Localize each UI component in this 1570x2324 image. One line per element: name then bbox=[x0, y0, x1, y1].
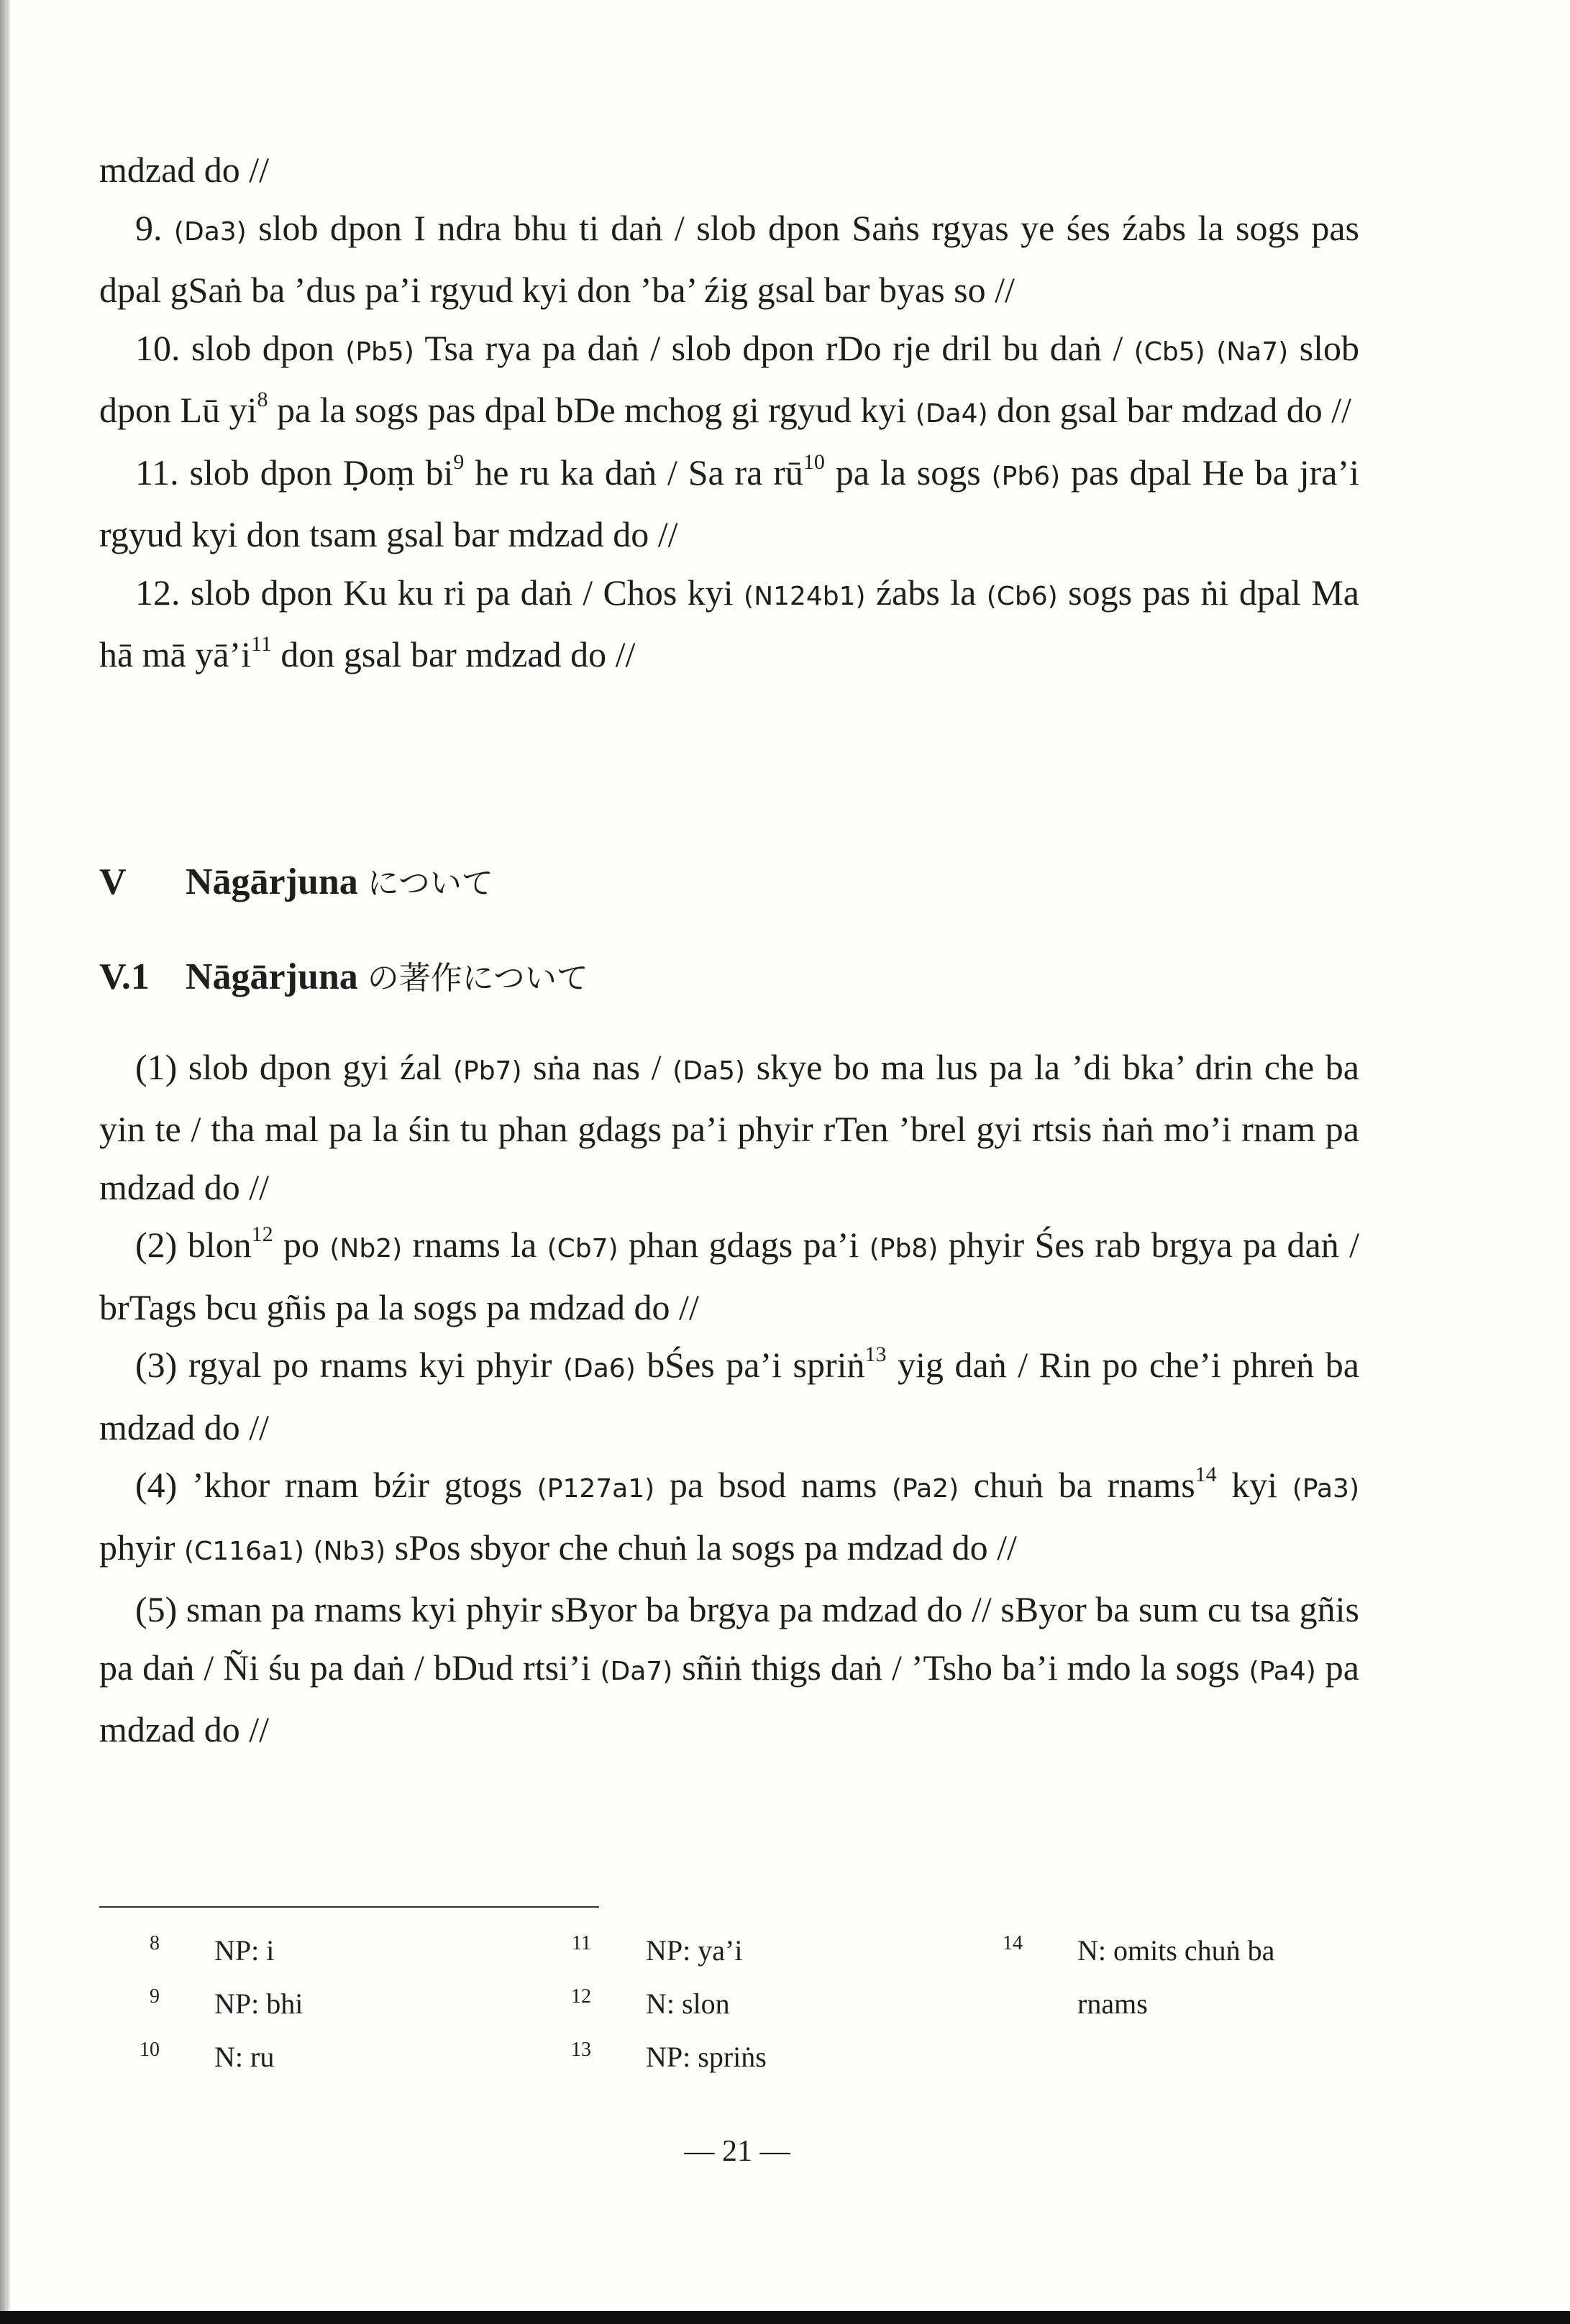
section-title-roman: Nāgārjuna bbox=[186, 861, 358, 902]
footnote-column bbox=[99, 1924, 502, 2084]
siglum: (Cb7) bbox=[547, 1234, 619, 1263]
subsection-heading bbox=[99, 948, 1359, 1008]
siglum: (Da7) bbox=[600, 1656, 673, 1686]
footnote-rule bbox=[99, 1906, 599, 1908]
footnote-ref: 12 bbox=[251, 1222, 273, 1246]
text-segment: skye bo ma lus pa la ’di bka’ drin che ba yin te / tha mal pa la śin tu phan gdags pa’i phyir rTen ’brel gyi rtsis ṅaṅ mo’i rnam pa mdzad do // bbox=[99, 1046, 1359, 1207]
text-segment: blon bbox=[177, 1225, 252, 1265]
text-segment: pa la sogs pas dpal bDe mchog gi rgyud kyi bbox=[268, 390, 916, 430]
text-segment: sṅa nas / bbox=[521, 1046, 673, 1087]
item-number: 12. bbox=[135, 572, 181, 613]
footnote-text: rnams bbox=[1077, 1987, 1148, 2020]
text-segment: ’khor rnam bźir gtogs bbox=[177, 1465, 537, 1505]
text-segment: phyir Śes rab brgya pa daṅ / brTags bcu gñis pa la sogs pa mdzad do // bbox=[99, 1225, 1360, 1327]
line-mdzad: mdzad do // bbox=[99, 150, 270, 190]
page-number: — 21 — bbox=[684, 2135, 790, 2168]
text-segment: kyi bbox=[1216, 1465, 1292, 1505]
text-segment: sPos sbyor che chuṅ la sogs pa mdzad do // bbox=[385, 1527, 1017, 1568]
footnote-11: 11 NP: ya’i bbox=[531, 1924, 934, 1977]
text-segment: yig daṅ / Rin po che’i phreṅ ba mdzad do // bbox=[99, 1345, 1359, 1447]
text-segment: pa mdzad do // bbox=[99, 1647, 1359, 1749]
main-text bbox=[99, 141, 1359, 1759]
text-segment bbox=[304, 1527, 314, 1568]
siglum: (Da6) bbox=[562, 1354, 636, 1383]
text-segment: bŚes pa’i spriṅ bbox=[635, 1345, 865, 1385]
item-number: 11. bbox=[135, 452, 179, 493]
text-segment: slob dpon Ḍoṃ bi bbox=[178, 452, 454, 493]
siglum: (N124b1) bbox=[744, 581, 866, 611]
section-number: V bbox=[99, 861, 127, 902]
footnote-ref: 14 bbox=[1195, 1463, 1217, 1486]
heading-gap bbox=[99, 912, 1359, 948]
text-segment: phan gdags pa’i bbox=[618, 1225, 870, 1265]
paragraph-12 bbox=[99, 564, 1359, 684]
footnote-text: N: slon bbox=[646, 1987, 730, 2020]
subsection-number: V.1 bbox=[99, 956, 150, 997]
footnote-14: 14 N: omits chuṅ ba bbox=[962, 1924, 1365, 1977]
item-number: (5) bbox=[135, 1589, 178, 1629]
text-segment: slob dpon I ndra bhu ti daṅ / slob dpon Saṅs rgyas ye śes źabs la sogs pas dpal gSaṅ ba ’dus pa’i rgyud kyi don ’ba’ źig gsal bar byas so // bbox=[99, 207, 1359, 310]
text-segment: don gsal bar mdzad do // bbox=[271, 634, 636, 674]
text-segment: po bbox=[273, 1225, 330, 1265]
siglum: (Cb6) bbox=[986, 581, 1058, 611]
siglum: (Da5) bbox=[672, 1056, 745, 1086]
footnote-text: N: omits chuṅ ba bbox=[1077, 1934, 1275, 1967]
paragraph-9 bbox=[99, 199, 1359, 319]
siglum: (Pb6) bbox=[991, 461, 1061, 491]
footnote-13: 13 NP: spriṅs bbox=[531, 2031, 934, 2084]
scan-edge-bottom bbox=[0, 2311, 1570, 2324]
text-segment: he ru ka daṅ / Sa ra rū bbox=[464, 452, 803, 493]
work-3 bbox=[99, 1336, 1359, 1456]
text-segment: slob dpon Ku ku ri pa daṅ / Chos kyi bbox=[180, 572, 744, 613]
footnote-14-continued bbox=[962, 1977, 1365, 2031]
text-segment: źabs la bbox=[865, 572, 987, 613]
item-number: (3) bbox=[135, 1345, 178, 1385]
item-number: (4) bbox=[135, 1465, 178, 1505]
footnote-text: N: ru bbox=[214, 2041, 275, 2073]
footnote-text: NP: i bbox=[214, 1934, 275, 1967]
footnote-ref: 13 bbox=[864, 1342, 887, 1366]
item-number: 10. bbox=[135, 327, 181, 368]
text-segment: don gsal bar mdzad do // bbox=[987, 390, 1352, 430]
siglum: (Pa3) bbox=[1292, 1474, 1360, 1504]
item-number: (2) bbox=[135, 1225, 178, 1265]
text-segment: chuṅ ba rnams bbox=[959, 1465, 1195, 1505]
work-4 bbox=[99, 1456, 1359, 1580]
footnote-text: NP: bhi bbox=[214, 1987, 303, 2020]
item-number: 9. bbox=[135, 207, 163, 248]
footnote-column bbox=[962, 1924, 1365, 2031]
subsection-title-roman: Nāgārjuna bbox=[186, 956, 358, 997]
text-segment: slob dpon Lū yi bbox=[99, 327, 1360, 430]
siglum: (Pb7) bbox=[452, 1056, 522, 1086]
siglum: (P127a1) bbox=[537, 1474, 655, 1504]
footnote-ref: 11 bbox=[251, 632, 272, 656]
subsection-title-jp: の著作について bbox=[367, 960, 588, 997]
footnote-ref: 10 bbox=[803, 449, 825, 474]
text-segment: pa la sogs bbox=[824, 452, 992, 493]
siglum: (Da4) bbox=[915, 399, 988, 429]
siglum: (Pa2) bbox=[891, 1474, 959, 1504]
section-gap bbox=[99, 684, 1359, 854]
siglum: (Pb8) bbox=[869, 1234, 939, 1263]
text-segment: slob dpon bbox=[180, 327, 346, 368]
footnote-ref: 9 bbox=[453, 449, 465, 474]
scan-edge-left bbox=[0, 0, 10, 2324]
text-segment: sñiṅ thigs daṅ / ’Tsho ba’i mdo la sogs bbox=[672, 1647, 1249, 1688]
siglum: (Cb5) bbox=[1133, 337, 1205, 367]
siglum: (Da3) bbox=[173, 216, 247, 247]
siglum: (Pb5) bbox=[345, 337, 414, 367]
text-segment: phyir bbox=[99, 1527, 185, 1568]
work-1 bbox=[99, 1038, 1359, 1217]
paragraph-10 bbox=[99, 319, 1359, 444]
footnote-8: 8 NP: i bbox=[99, 1924, 502, 1977]
footnote-column bbox=[531, 1924, 934, 2084]
siglum: (Nb3) bbox=[313, 1536, 386, 1566]
work-5 bbox=[99, 1580, 1359, 1759]
siglum: (C116a1) bbox=[184, 1536, 304, 1566]
siglum: (Na7) bbox=[1216, 337, 1289, 367]
text-segment: sman pa rnams kyi phyir sByor ba brgya pa mdzad do // sByor ba sum cu tsa gñis pa daṅ / Ñi śu pa daṅ / bDud rtsi’i bbox=[99, 1589, 1359, 1688]
text-segment: rgyal po rnams kyi phyir bbox=[177, 1345, 563, 1385]
text-segment bbox=[1205, 328, 1216, 368]
section-title-jp: について bbox=[367, 864, 493, 902]
section-heading bbox=[99, 854, 1359, 913]
siglum: (Pa4) bbox=[1249, 1656, 1316, 1686]
text-segment: pa bsod nams bbox=[654, 1465, 892, 1505]
item-number: (1) bbox=[135, 1046, 178, 1087]
work-2 bbox=[99, 1216, 1359, 1336]
footnote-9: 9 NP: bhi bbox=[99, 1977, 502, 2031]
text-segment: pas dpal He ba jra’i rgyud kyi don tsam gsal bar mdzad do // bbox=[99, 452, 1359, 554]
text-segment: Tsa rya pa daṅ / slob dpon rDo rje dril bu daṅ / bbox=[414, 327, 1134, 368]
footnote-ref: 8 bbox=[257, 388, 268, 411]
text-segment: sogs pas ṅi dpal Ma hā mā yā’i bbox=[99, 572, 1359, 674]
text-segment: slob dpon gyi źal bbox=[177, 1046, 453, 1087]
text-segment: rnams la bbox=[402, 1225, 547, 1265]
paragraph-11 bbox=[99, 444, 1359, 564]
footnote-text: NP: ya’i bbox=[646, 1934, 743, 1967]
footnote-10: 10 N: ru bbox=[99, 2031, 502, 2084]
siglum: (Nb2) bbox=[329, 1234, 403, 1263]
footnote-text: NP: spriṅs bbox=[646, 2041, 767, 2073]
footnote-12: 12 N: slon bbox=[531, 1977, 934, 2031]
paragraph-gap bbox=[99, 1008, 1359, 1038]
